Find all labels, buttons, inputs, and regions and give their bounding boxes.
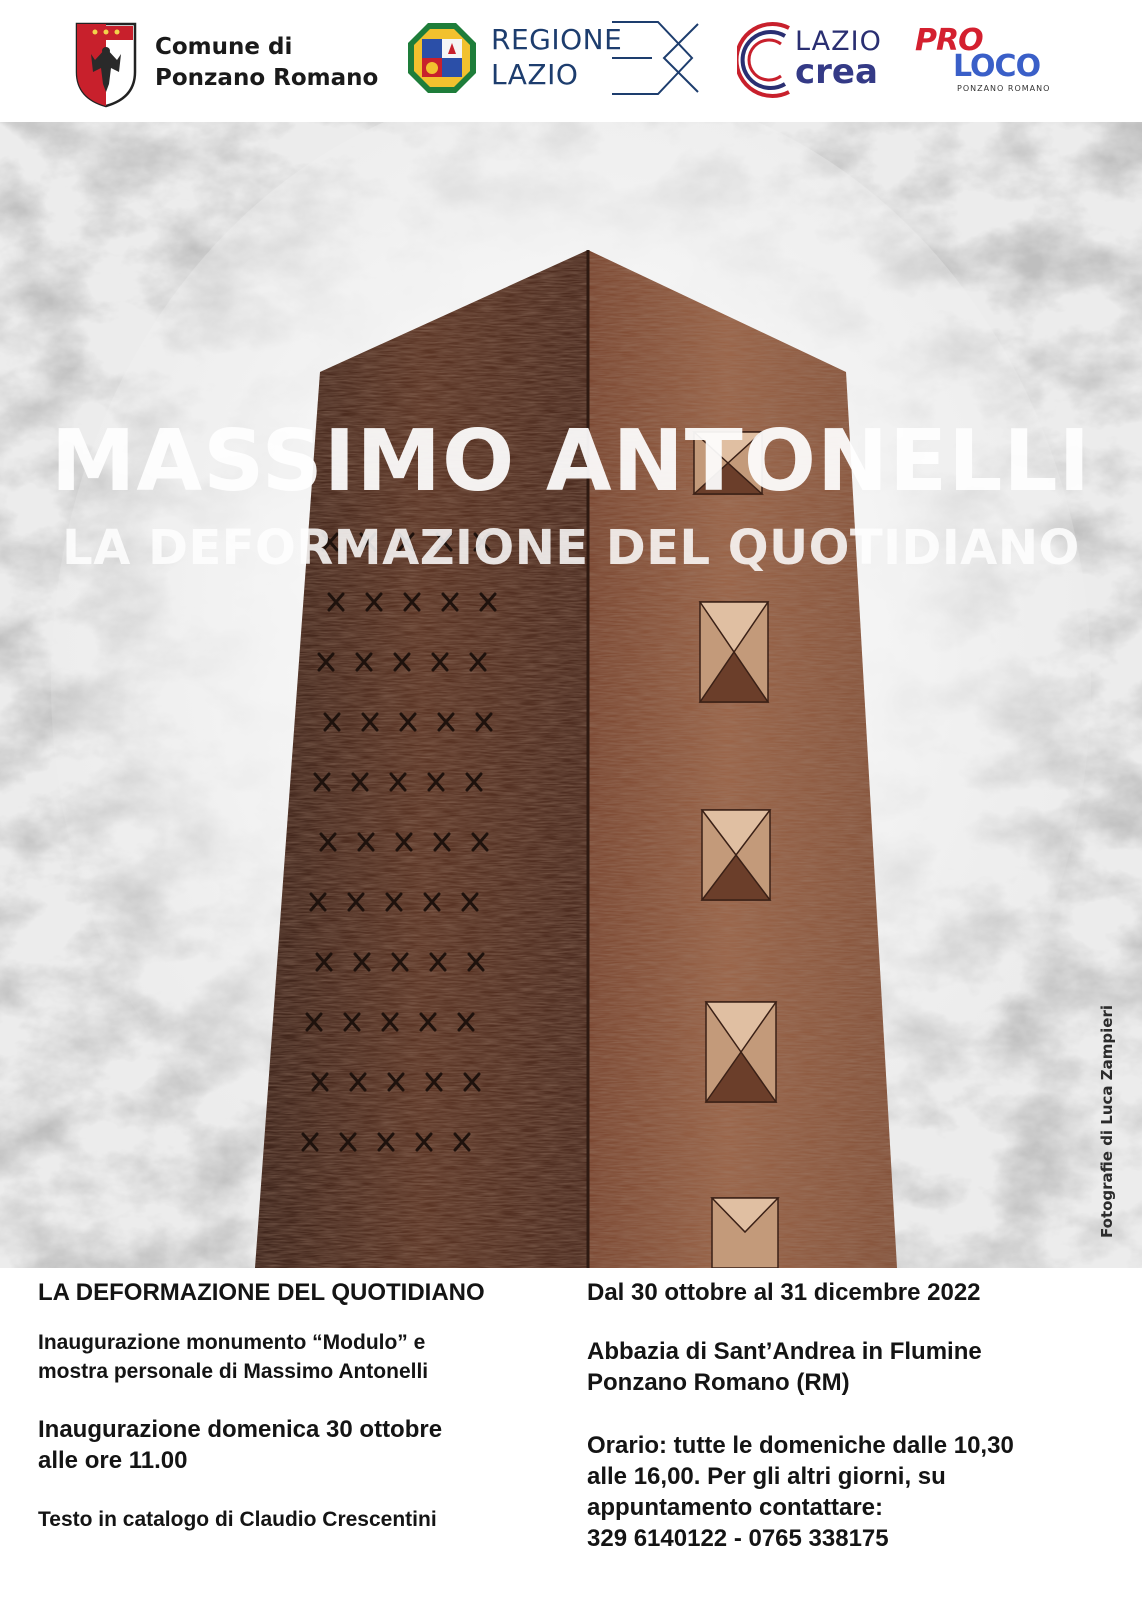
inauguration-line1: Inaugurazione domenica 30 ottobre	[38, 1416, 443, 1443]
inauguration-line2: alle ore 11.00	[38, 1447, 188, 1474]
info-right-column	[587, 1268, 1107, 1600]
laziocrea-c-icon	[737, 18, 795, 102]
description-line2: mostra personale di Massimo Antonelli	[38, 1360, 429, 1383]
artist-title: MASSIMO ANTONELLI	[50, 412, 1092, 511]
hours-line2: alle 16,00. Per gli altri giorni, su	[587, 1463, 946, 1490]
comune-name	[155, 32, 378, 94]
photo-credit: Fotografie di Luca Zampieri	[1098, 1005, 1116, 1238]
regione-line2: LAZIO	[491, 58, 579, 91]
hours-line1: Orario: tutte le domeniche dalle 10,30	[587, 1432, 1014, 1459]
proloco-wordmark	[915, 23, 1041, 84]
venue-line1: Abbazia di Sant’Andrea in Flumine	[587, 1338, 982, 1365]
catalog-credit: Testo in catalogo di Claudio Crescentini	[38, 1508, 437, 1531]
regione-line1: REGIONE	[491, 23, 623, 56]
comune-line2: Ponzano Romano	[155, 65, 379, 91]
proloco-logo	[909, 22, 1077, 102]
info-left-column	[38, 1268, 568, 1600]
sculpture-photo	[0, 122, 1142, 1268]
regione-chevron-icon	[612, 20, 700, 96]
description-line1: Inaugurazione monumento “Modulo” e	[38, 1331, 426, 1354]
contact-phones: 329 6140122 - 0765 338175	[587, 1525, 889, 1552]
regione-lazio-emblem-icon	[406, 21, 478, 95]
exhibition-dates: Dal 30 ottobre al 31 dicembre 2022	[587, 1279, 981, 1306]
exhibition-heading: LA DEFORMAZIONE DEL QUOTIDIANO	[38, 1279, 485, 1306]
regione-lazio-name	[491, 22, 622, 92]
laziocrea-name	[795, 26, 882, 92]
logo-header	[0, 0, 1142, 122]
proloco-subtitle: PONZANO ROMANO	[957, 84, 1051, 93]
laziocrea-line2: crea	[795, 52, 878, 92]
ponzano-crest-icon	[73, 20, 139, 108]
hours-line3: appuntamento contattare:	[587, 1494, 884, 1521]
comune-line1: Comune di	[155, 34, 293, 60]
laziocrea-line1: LAZIO	[795, 26, 882, 57]
proloco-line2: LOCO	[953, 49, 1041, 84]
venue-line2: Ponzano Romano (RM)	[587, 1369, 850, 1396]
modulo-tower-image	[0, 122, 1142, 1268]
exhibition-subtitle: LA DEFORMAZIONE DEL QUOTIDIANO	[62, 520, 1080, 576]
proloco-line1: PRO	[915, 23, 983, 58]
